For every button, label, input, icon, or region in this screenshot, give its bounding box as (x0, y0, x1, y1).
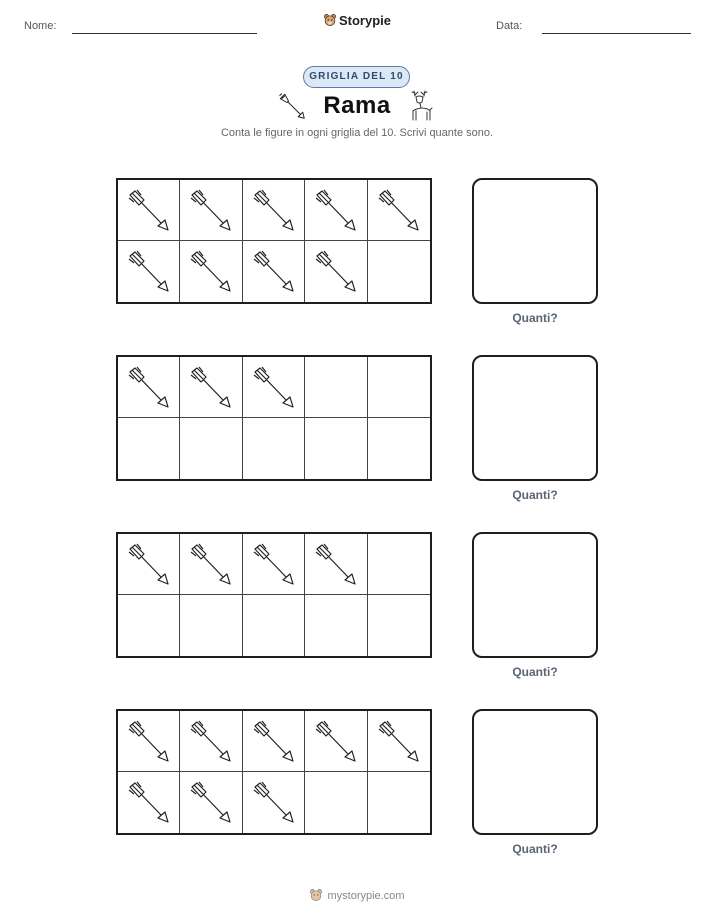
ten-frame-cell (180, 357, 242, 418)
footer-url: mystorypie.com (327, 890, 405, 902)
ten-frame-cell (368, 772, 430, 833)
arrow-icon (378, 189, 420, 233)
page-title: Rama (323, 92, 391, 119)
arrow-icon (190, 543, 232, 587)
ten-frame (116, 178, 432, 304)
arrow-icon (128, 781, 170, 825)
ten-frame-cell (118, 534, 180, 595)
answer-label: Quanti? (512, 842, 558, 856)
arrow-icon (253, 543, 295, 587)
brand-logo (0, 13, 714, 28)
ten-frame (116, 355, 432, 481)
arrow-icon (315, 543, 357, 587)
arrow-icon (190, 781, 232, 825)
arrow-icon (128, 189, 170, 233)
name-line[interactable] (72, 33, 257, 34)
ten-frame-cell (305, 595, 367, 656)
deer-icon (405, 89, 435, 123)
arrow-icon (128, 720, 170, 764)
arrow-icon (128, 543, 170, 587)
ten-frame-cell (180, 418, 242, 479)
name-label: Nome: (24, 20, 57, 32)
date-line[interactable] (542, 33, 691, 34)
ten-frame-cell (305, 711, 367, 772)
answer-box[interactable] (472, 178, 598, 304)
bear-logo-icon (323, 13, 337, 27)
ten-frame-cell (180, 241, 242, 302)
arrow-icon (190, 720, 232, 764)
arrow-icon (253, 720, 295, 764)
arrow-icon (315, 250, 357, 294)
arrow-icon (253, 189, 295, 233)
ten-frame-cell (180, 772, 242, 833)
ten-frame-cell (180, 711, 242, 772)
worksheet-type-badge: GRIGLIA DEL 10 (303, 66, 410, 88)
ten-frame-cell (180, 595, 242, 656)
arrow-icon (315, 720, 357, 764)
ten-frame-cell (243, 595, 305, 656)
arrow-icon (190, 189, 232, 233)
ten-frame-cell (368, 595, 430, 656)
ten-frame-cell (305, 241, 367, 302)
footer (0, 888, 714, 902)
answer-label: Quanti? (512, 665, 558, 679)
ten-frame-cell (180, 534, 242, 595)
instructions: Conta le figure in ogni griglia del 10. Scrivi quante sono. (220, 127, 494, 139)
arrow-icon (190, 366, 232, 410)
ten-frame-cell (243, 711, 305, 772)
ten-frame-cell (118, 418, 180, 479)
ten-frame-cell (368, 418, 430, 479)
ten-frame-cell (118, 711, 180, 772)
ten-frame (116, 532, 432, 658)
arrow-icon (128, 366, 170, 410)
ten-frame-cell (305, 357, 367, 418)
ten-frame-cell (368, 534, 430, 595)
arrow-icon (315, 189, 357, 233)
ten-frame-cell (243, 180, 305, 241)
answer-box[interactable] (472, 709, 598, 835)
ten-frame-cell (368, 357, 430, 418)
answer-label: Quanti? (512, 488, 558, 502)
answer-label: Quanti? (512, 311, 558, 325)
ten-frame-cell (118, 180, 180, 241)
ten-frame-cell (118, 595, 180, 656)
ten-frame (116, 709, 432, 835)
ten-frame-cell (305, 534, 367, 595)
ten-frame-cell (243, 357, 305, 418)
ten-frame-cell (243, 534, 305, 595)
answer-box[interactable] (472, 355, 598, 481)
arrow-icon (253, 250, 295, 294)
ten-frame-cell (118, 357, 180, 418)
ten-frame-cell (368, 241, 430, 302)
answer-box[interactable] (472, 532, 598, 658)
ten-frame-cell (305, 772, 367, 833)
ten-frame-cell (118, 772, 180, 833)
arrow-icon (253, 781, 295, 825)
bear-logo-icon (309, 888, 323, 902)
arrow-icon (190, 250, 232, 294)
date-label: Data: (496, 20, 523, 32)
ten-frame-cell (305, 180, 367, 241)
ten-frame-cell (305, 418, 367, 479)
ten-frame-cell (368, 180, 430, 241)
ten-frame-cell (368, 711, 430, 772)
arrow-icon (378, 720, 420, 764)
arrow-icon (253, 366, 295, 410)
ten-frame-cell (180, 180, 242, 241)
brand-name: Storypie (338, 13, 391, 28)
arrow-icon (128, 250, 170, 294)
ten-frame-cell (243, 772, 305, 833)
ten-frame-cell (243, 241, 305, 302)
ten-frame-cell (243, 418, 305, 479)
ten-frame-cell (118, 241, 180, 302)
